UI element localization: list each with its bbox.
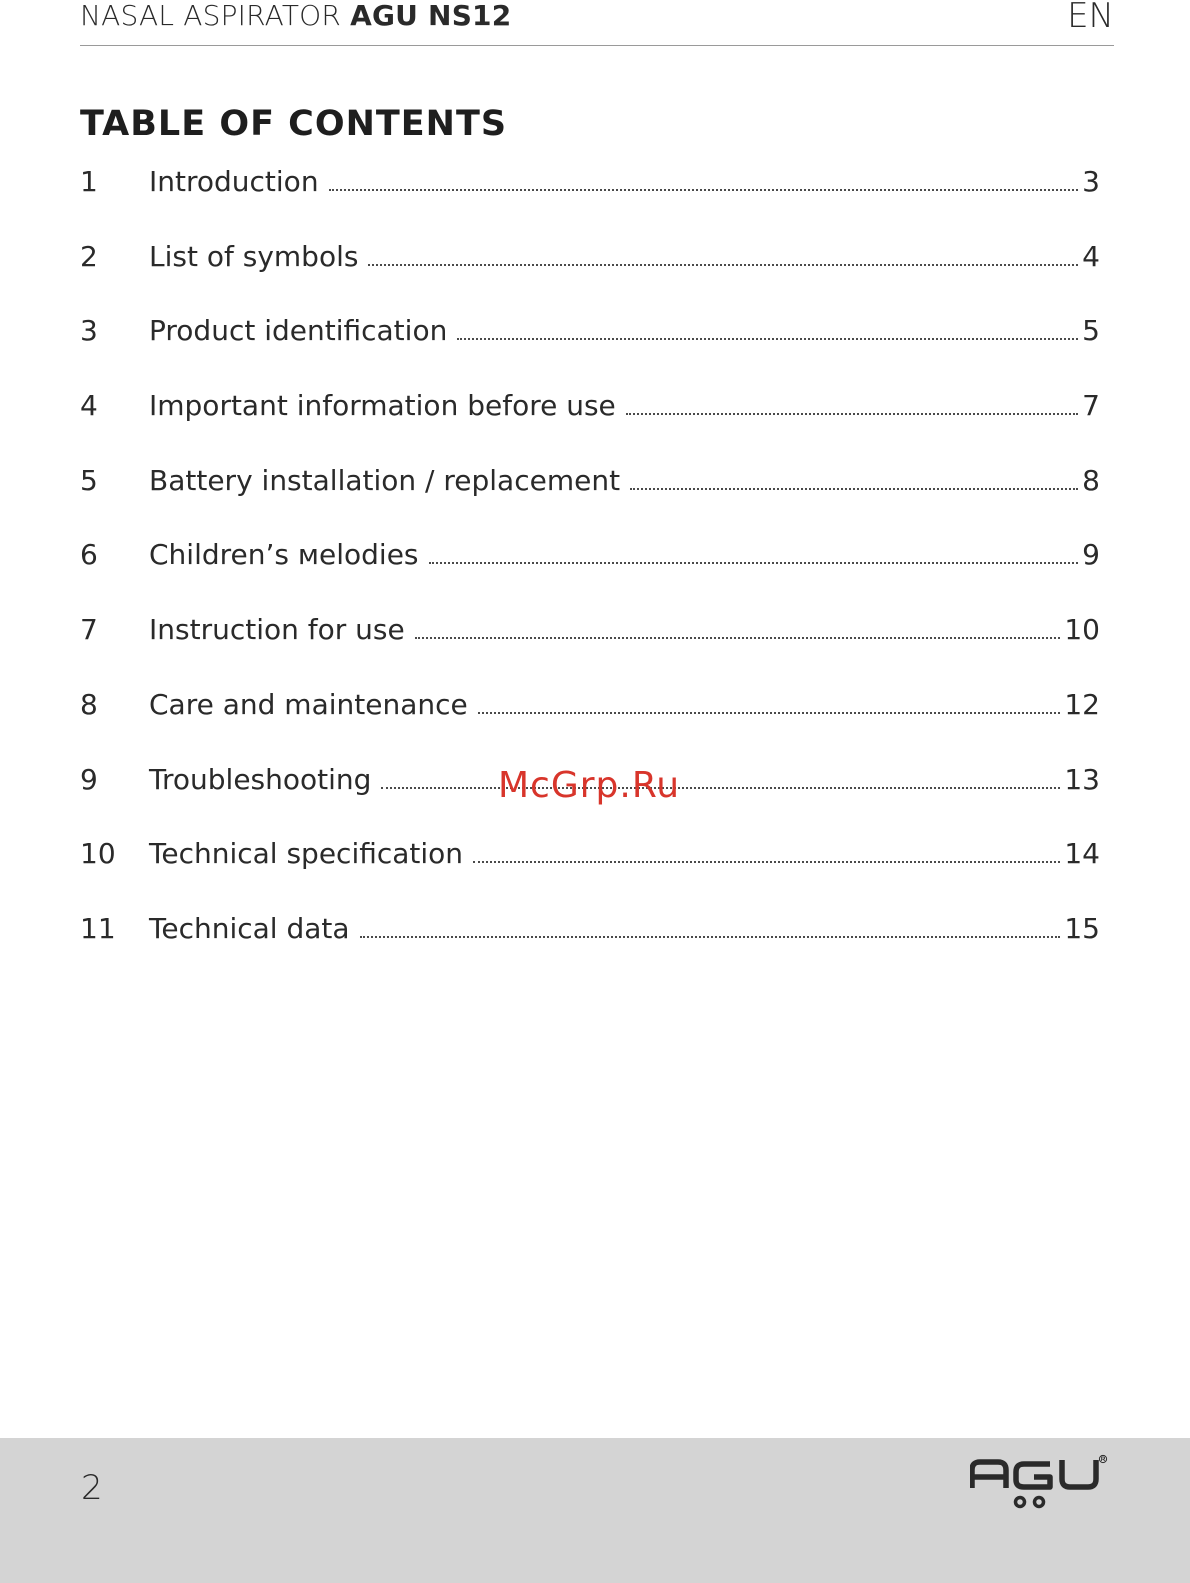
dot-leader — [429, 562, 1079, 564]
toc-number: 3 — [80, 314, 98, 348]
toc-label: Battery installation / replacement — [149, 463, 621, 497]
toc-page: 5 — [1082, 314, 1100, 348]
language-code: EN — [1067, 0, 1114, 36]
dot-leader — [381, 787, 1060, 789]
header-model: AGU NS12 — [350, 0, 512, 32]
toc-number: 2 — [80, 239, 98, 273]
toc-heading: TABLE OF CONTENTS — [80, 104, 508, 144]
toc-label: Troubleshooting — [149, 762, 372, 796]
toc-label: Technical data — [149, 911, 350, 945]
toc-entry-important-information[interactable] — [80, 384, 1100, 459]
toc-entry-list-of-symbols[interactable] — [80, 235, 1100, 310]
dot-leader — [415, 637, 1061, 639]
dot-leader — [329, 189, 1079, 191]
watermark: McGrp.Ru — [498, 765, 681, 806]
dot-leader — [457, 338, 1078, 340]
dot-leader — [473, 861, 1060, 863]
toc-label: Product identiﬁcation — [149, 314, 448, 348]
toc-entry-introduction[interactable] — [80, 160, 1100, 235]
toc-label: Children’s мelodies — [149, 538, 419, 572]
toc-number: 8 — [80, 687, 98, 721]
toc-number: 4 — [80, 389, 98, 423]
header-product: NASAL ASPIRATOR — [80, 0, 342, 32]
toc-page: 9 — [1082, 538, 1100, 572]
toc-page: 13 — [1064, 762, 1100, 796]
toc-entry-product-identification[interactable] — [80, 309, 1100, 384]
toc-entry-instruction-for-use[interactable] — [80, 608, 1100, 683]
toc-entry-technical-data[interactable] — [80, 907, 1100, 982]
toc-label: Technical speciﬁcation — [149, 837, 464, 871]
toc-page: 15 — [1064, 911, 1100, 945]
dot-leader — [478, 712, 1061, 714]
toc-number: 1 — [80, 165, 98, 198]
page-number: 2 — [81, 1468, 103, 1508]
toc-page: 3 — [1082, 165, 1100, 198]
toc-label: Instruction for use — [149, 613, 405, 647]
dot-leader — [626, 413, 1078, 415]
toc-label: List of symbols — [149, 239, 359, 273]
toc-number: 5 — [80, 463, 98, 497]
agu-logo-icon — [970, 1454, 1116, 1514]
toc-entry-care-and-maintenance[interactable] — [80, 683, 1100, 758]
page-header — [80, 0, 1114, 46]
toc-label: Important information before use — [149, 389, 616, 423]
toc-entry-battery-installation[interactable] — [80, 459, 1100, 534]
toc-label: Introduction — [149, 165, 319, 198]
toc-number: 11 — [80, 911, 116, 945]
dot-leader — [368, 264, 1078, 266]
header-title — [80, 0, 511, 32]
toc-page: 14 — [1064, 837, 1100, 871]
toc-number: 7 — [80, 613, 98, 647]
toc-list — [80, 160, 1100, 982]
dot-leader — [360, 936, 1061, 938]
toc-page: 8 — [1082, 463, 1100, 497]
toc-page: 12 — [1064, 687, 1100, 721]
page-footer — [0, 1438, 1190, 1583]
toc-entry-technical-specification[interactable] — [80, 832, 1100, 907]
toc-number: 10 — [80, 837, 116, 871]
dot-leader — [630, 488, 1078, 490]
toc-page: 10 — [1064, 613, 1100, 647]
toc-page: 7 — [1082, 389, 1100, 423]
toc-number: 6 — [80, 538, 98, 572]
toc-number: 9 — [80, 762, 98, 796]
toc-page: 4 — [1082, 239, 1100, 273]
toc-entry-childrens-melodies[interactable] — [80, 533, 1100, 608]
toc-label: Care and maintenance — [149, 687, 468, 721]
